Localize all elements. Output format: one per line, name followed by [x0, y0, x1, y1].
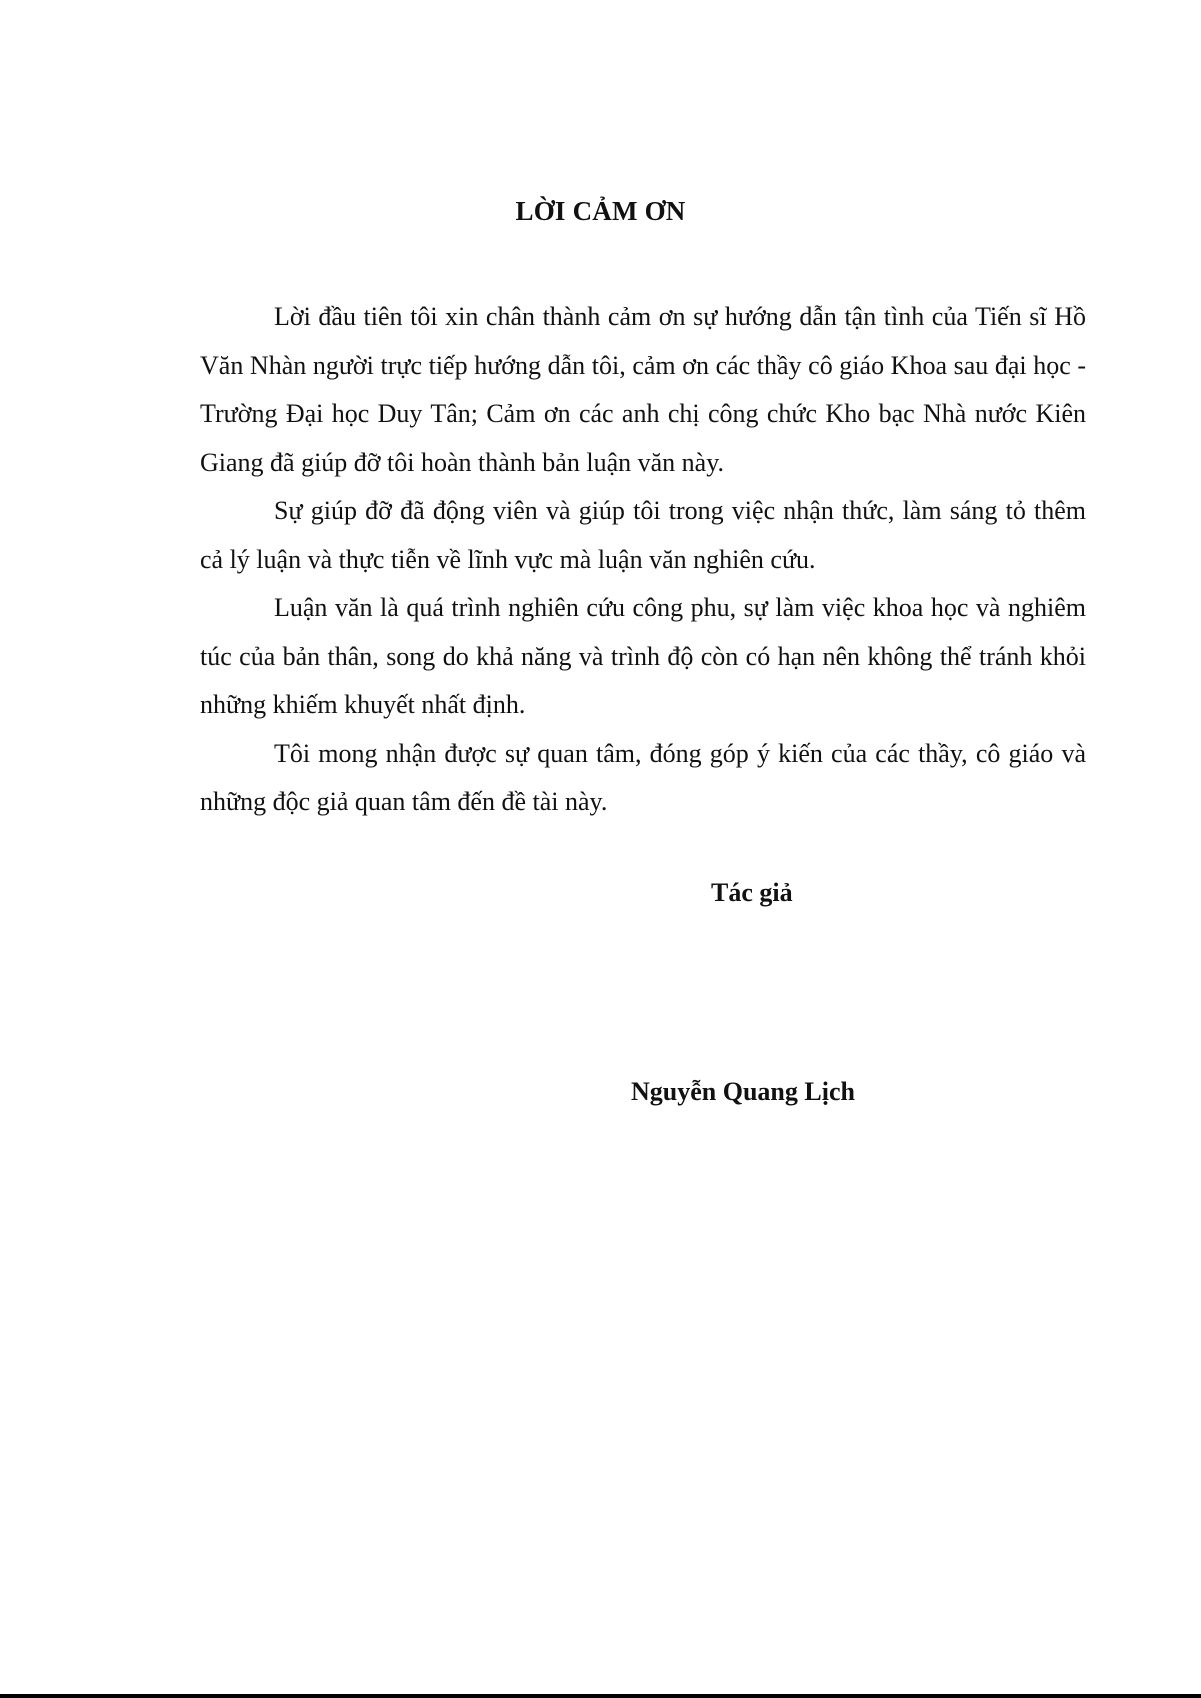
acknowledgement-body	[200, 293, 1086, 827]
author-name: Nguyễn Quang Lịch	[631, 1077, 855, 1106]
paragraph-2: Sự giúp đỡ đã động viên và giúp tôi trong việc nhận thức, làm sáng tỏ thêm cả lý luận và thực tiễn về lĩnh vực mà luận văn nghiên cứu.	[200, 496, 1086, 574]
page-title: LỜI CẢM ƠN	[515, 196, 686, 226]
paragraph-1: Lời đầu tiên tôi xin chân thành cảm ơn sự hướng dẫn tận tình của Tiến sĩ Hồ Văn Nhàn người trực tiếp hướng dẫn tôi, cảm ơn các thầy cô giáo Khoa sau đại học - Trường Đại học Duy Tân; Cảm ơn các anh chị công chức Kho bạc Nhà nước Kiên Giang đã giúp đỡ tôi hoàn thành bản luận văn này.	[200, 302, 1086, 477]
signature-role: Tác giả	[711, 878, 793, 907]
paragraph-4: Tôi mong nhận được sự quan tâm, đóng góp ý kiến của các thầy, cô giáo và những độc giả quan tâm đến đề tài này.	[200, 738, 1086, 816]
page-bottom-rule	[0, 1694, 1201, 1698]
paragraph-3: Luận văn là quá trình nghiên cứu công phu, sự làm việc khoa học và nghiêm túc của bản thân, song do khả năng và trình độ còn có hạn nên không thể tránh khỏi những khiếm khuyết nhất định.	[200, 593, 1086, 719]
